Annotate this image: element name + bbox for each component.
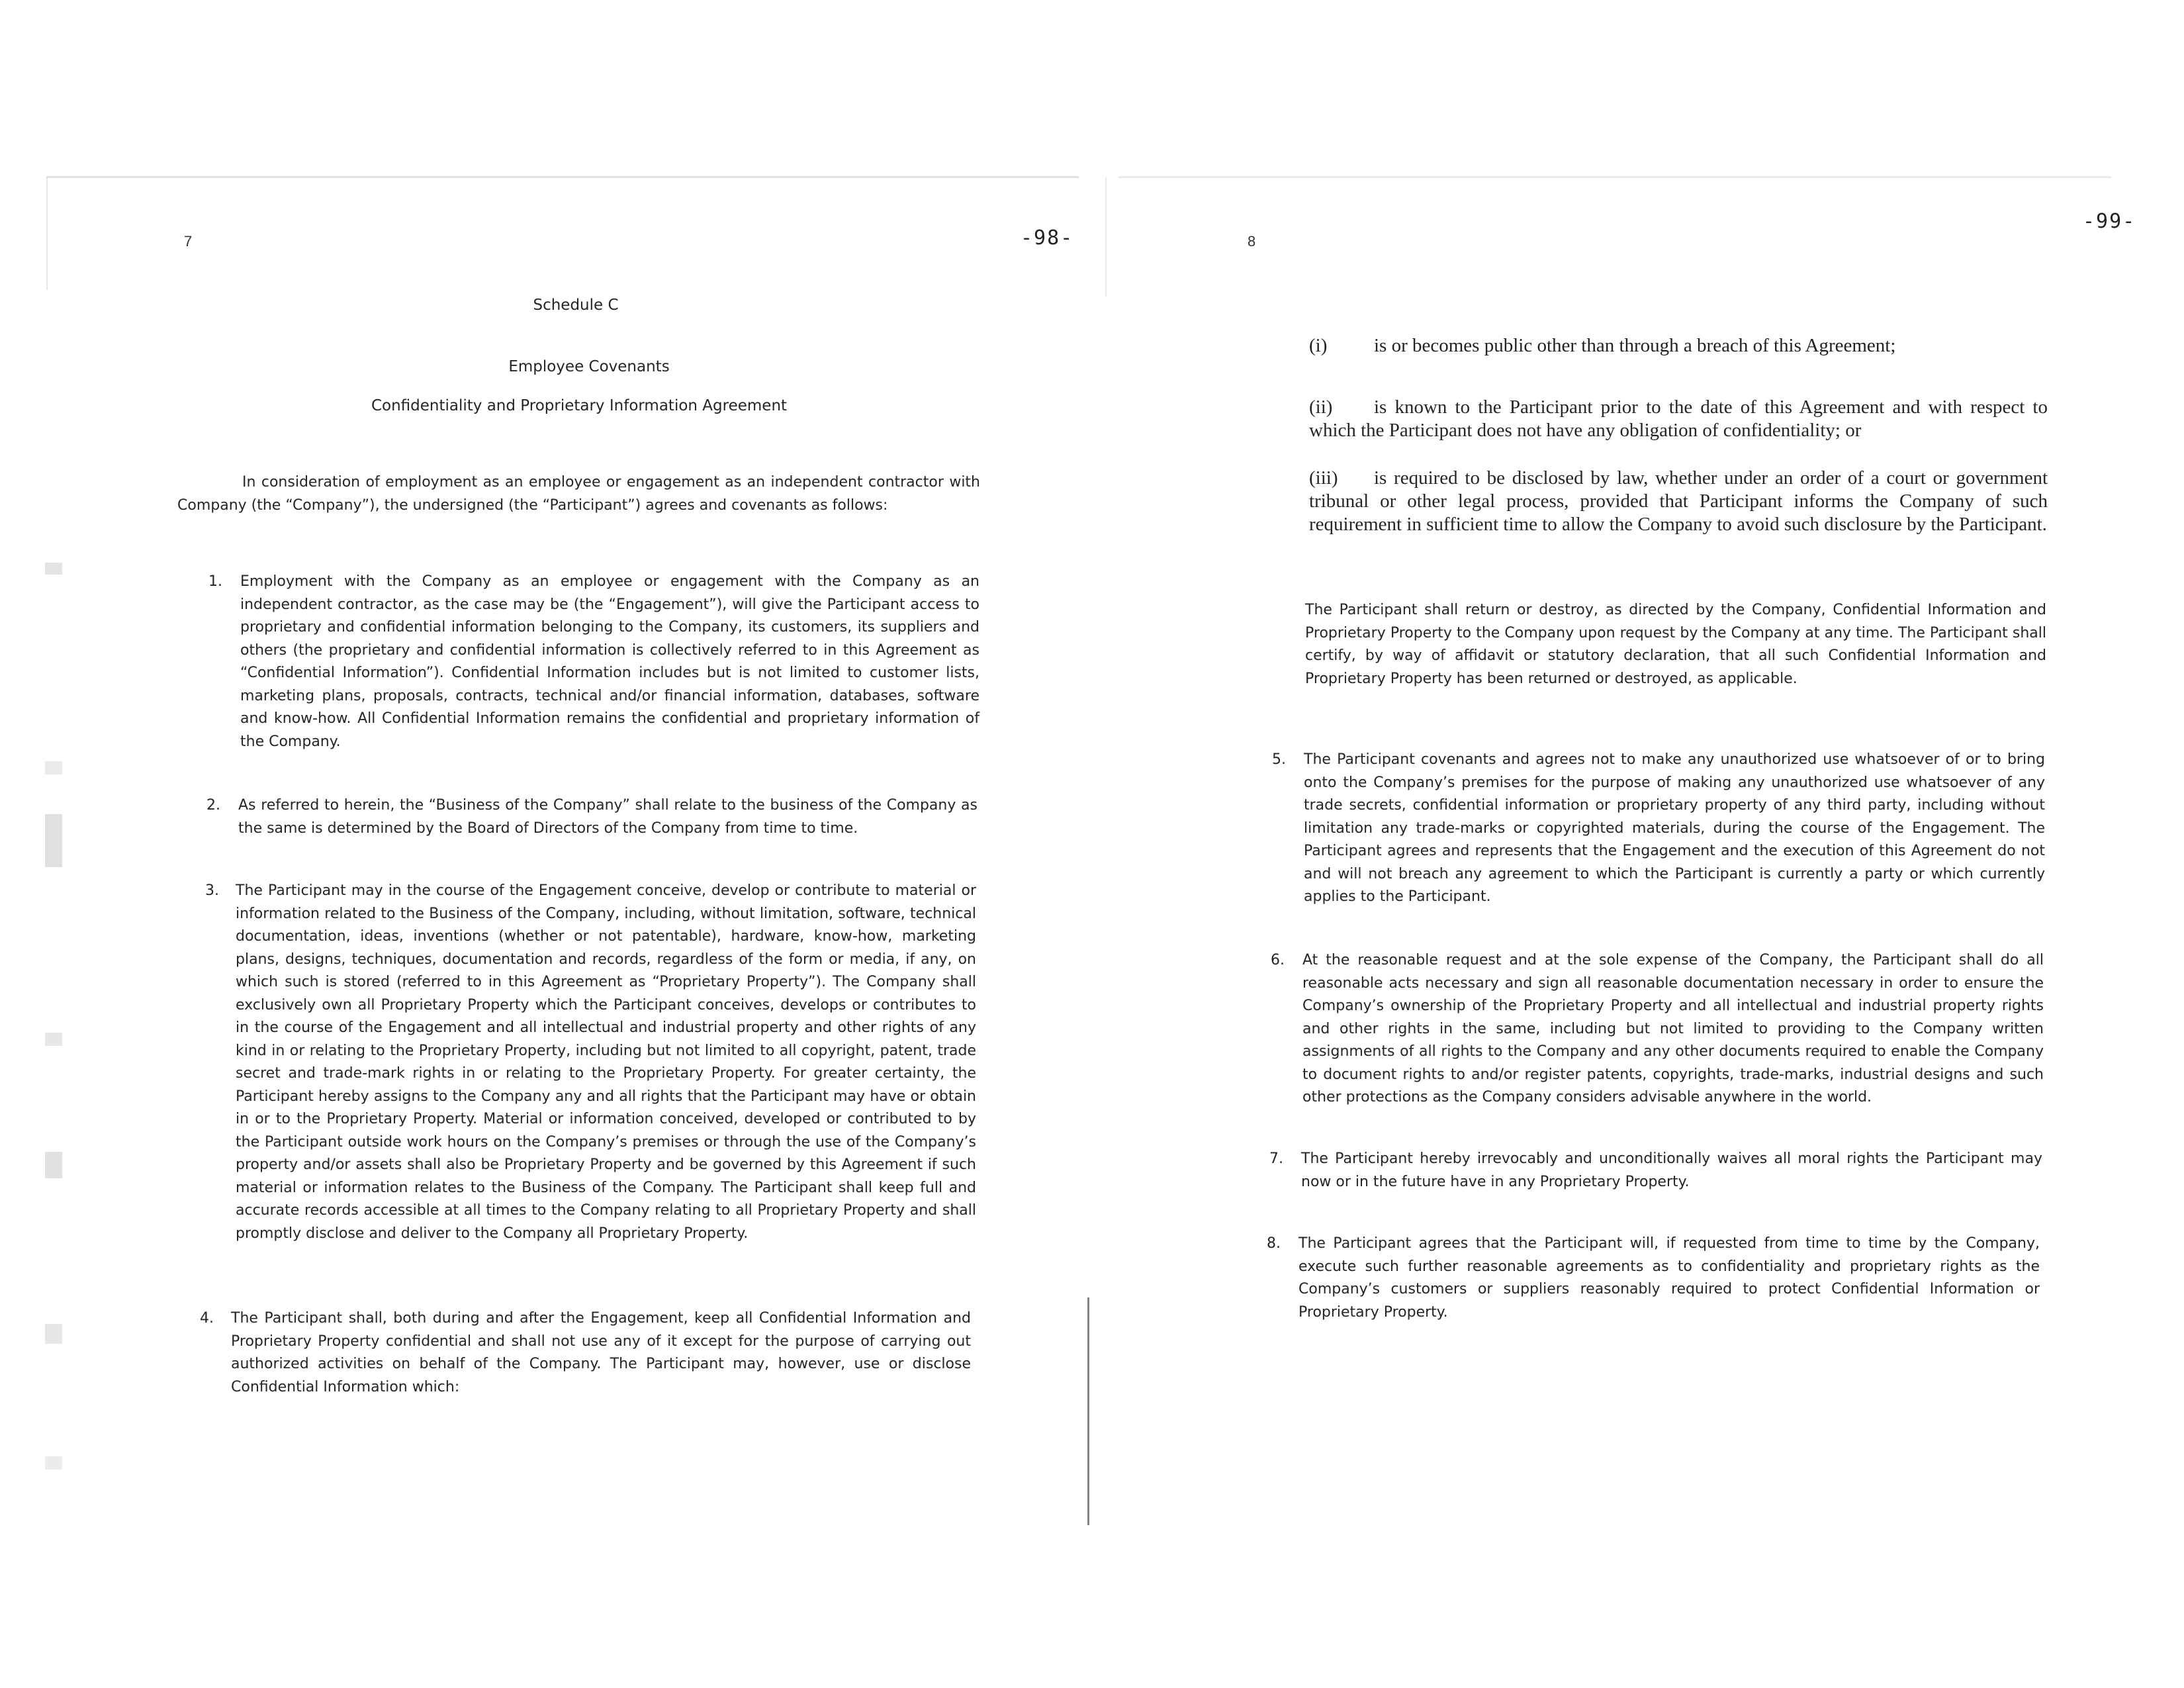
left-item-4-text: The Participant shall, both during and after the Engagement, keep all Confidential Information and Proprietary Property confidential and shall not use any of it except for the purpose of carrying out authorized activities on behalf of the Company. The Participant may, however, use or disclose Confidential Information which: [231,1310,971,1395]
left-item-3-text: The Participant may in the course of the Engagement conceive, develop or contribute to material or information related to the Business of the Company, including, without limitation, software, technical documentation, ideas, inventions (whether or not patentable), hardware, know-how, marketing plans, designs, techniques, documentation and records, regardless of the form or media, if any, on which such is stored (referred to in this Agreement as “Proprietary Property”). The Company shall exclusively own all Proprietary Property which the Participant conceives, develops or contributes to in the course of the Engagement and all intellectual and industrial property and other rights of any kind in or relating to the Proprietary Property, including but not limited to all copyright, patent, trade secret and trade-mark rights in or relating to the Proprietary Property. For greater certainty, the Participant hereby assigns to the Company any and all rights that the Participant may have or obtain in or to the Proprietary Property. Material or information conceived, developed or contributed to by the Participant outside work hours on the Company’s premises or through the use of the Company’s property and/or assets shall also be Proprietary Property and be governed by this Agreement if such material or information relates to the Business of the Company. The Participant shall keep full and accurate records accessible at all times to the Company relating to all Proprietary Property and shall promptly disclose and deliver to the Company all Proprietary Property. [236,882,976,1242]
left-item-2-number: 2. [206,797,220,814]
left-item-1 [208,571,979,760]
scan-edge-top-right [1118,176,2111,178]
margin-marks [45,523,62,1483]
schedule-heading: Schedule C [533,297,619,314]
right-item-8 [1267,1233,2041,1325]
right-item-7-number: 7. [1269,1150,1283,1167]
left-item-4-number: 4. [200,1310,214,1327]
left-item-3 [205,880,976,1277]
sub-item-ii-text: is known to the Participant prior to the date of this Agreement and with respect to which the Participant does not have any obligation of confidentiality; or [1309,397,2048,441]
right-item-5-text: The Participant covenants and agrees not to make any unauthorized use whatsoever of or to bring onto the Company’s premises for the purpose of making any unauthorized use whatsoever of any trade secrets, confidential information or proprietary property of any third party, including without limitation any trade-marks or copyrighted materials, during the course of the Engagement. The Participant agrees and represents that the Engagement and the execution of this Agreement do not and will not breach any agreement to which the Participant is currently a party or which currently applies to the Participant. [1304,751,2045,905]
left-item-2 [206,794,978,845]
right-item-7-text: The Participant hereby irrevocably and unconditionally waives all moral rights the Participant may now or in the future have in any Proprietary Property. [1301,1150,2042,1190]
right-page-number: 8 [1248,233,1256,250]
right-item-5-number: 5. [1272,751,1286,768]
scan-edge-top-left [46,176,1079,178]
left-folio: -98- [1021,226,1074,250]
covenants-heading: Employee Covenants [508,358,670,375]
left-item-1-text: Employment with the Company as an employee or engagement with the Company as an independent contractor, as the case may be (the “Engagement”), will give the Participant access to proprietary and confidential information belonging to the Company, its customers, its suppliers and others (the proprietary and confidential information is collectively referred to in this Agreement as “Confidential Information”). Confidential Information includes but is not limited to customer lists, marketing plans, proposals, contracts, technical and/or financial information, databases, software and know-how. All Confidential Information remains the confidential and proprietary information of the Company. [240,573,979,750]
scan-edge-left [46,177,48,290]
right-item-8-number: 8. [1267,1235,1281,1252]
sub-item-i-text: is or becomes public other than through a breach of this Agreement; [1374,335,1896,356]
sub-item-iii [1309,467,2048,559]
right-item-7 [1269,1148,2044,1198]
intro-paragraph: In consideration of employment as an employee or engagement as an independent contractor with Company (the “Company”), the undersigned (the “Participant”) agrees and covenants as follows: [177,474,980,514]
sub-item-i [1309,334,2050,359]
sub-item-iii-label: (iii) [1309,467,1338,489]
left-item-2-text: As referred to herein, the “Business of the Company” shall relate to the business of the Company as the same is determined by the Board of Directors of the Company from time to time. [238,797,978,837]
left-item-1-number: 1. [208,573,222,590]
right-item-5 [1272,749,2046,912]
sub-item-ii-label: (ii) [1309,397,1333,418]
scan-edge-center [1105,177,1107,297]
sub-item-i-label: (i) [1309,335,1328,356]
sub-item-iii-text: is required to be disclosed by law, whether under an order of a court or government tribunal or other legal process, provided that Participant informs the Company of such requirement in sufficient time to allow the Company to avoid such disclosure by the Participant. [1309,467,2048,535]
right-item-6-text: At the reasonable request and at the sole expense of the Company, the Participant shall do all reasonable acts necessary and sign all reasonable documentation necessary in order to ensure the Company’s ownership of the Proprietary Property and all intellectual and industrial property rights and other rights in the same, including but not limited to providing to the Company written assignments of all rights to the Company and any other documents required to enable the Company to document rights to and/or register patents, copyrights, trade-marks, industrial designs and such other protections as the Company considers advisable anywhere in the world. [1302,952,2044,1105]
right-item-6 [1271,949,2045,1112]
page-divider [1087,1297,1089,1525]
right-folio: -99- [2083,210,2136,233]
left-item-3-number: 3. [205,882,219,899]
sub-item-ii [1309,396,2048,444]
left-item-4 [200,1307,971,1400]
return-paragraph: The Participant shall return or destroy, as directed by the Company, Confidential Information and Proprietary Property to the Company upon request by the Company at any time. The Participant shall certify, by way of affidavit or statutory declaration, that all such Confidential Information and Proprietary Property has been returned or destroyed, as applicable. [1305,602,2046,687]
right-item-8-text: The Participant agrees that the Participant will, if requested from time to time by the Company, execute such further reasonable agreements as to confidentiality and proprietary rights as the Company’s customers or suppliers reasonably required to protect Confidential Information or Proprietary Property. [1298,1235,2040,1321]
right-item-6-number: 6. [1271,952,1285,968]
left-page-number: 7 [184,233,193,250]
agreement-heading: Confidentiality and Proprietary Information Agreement [371,397,788,414]
